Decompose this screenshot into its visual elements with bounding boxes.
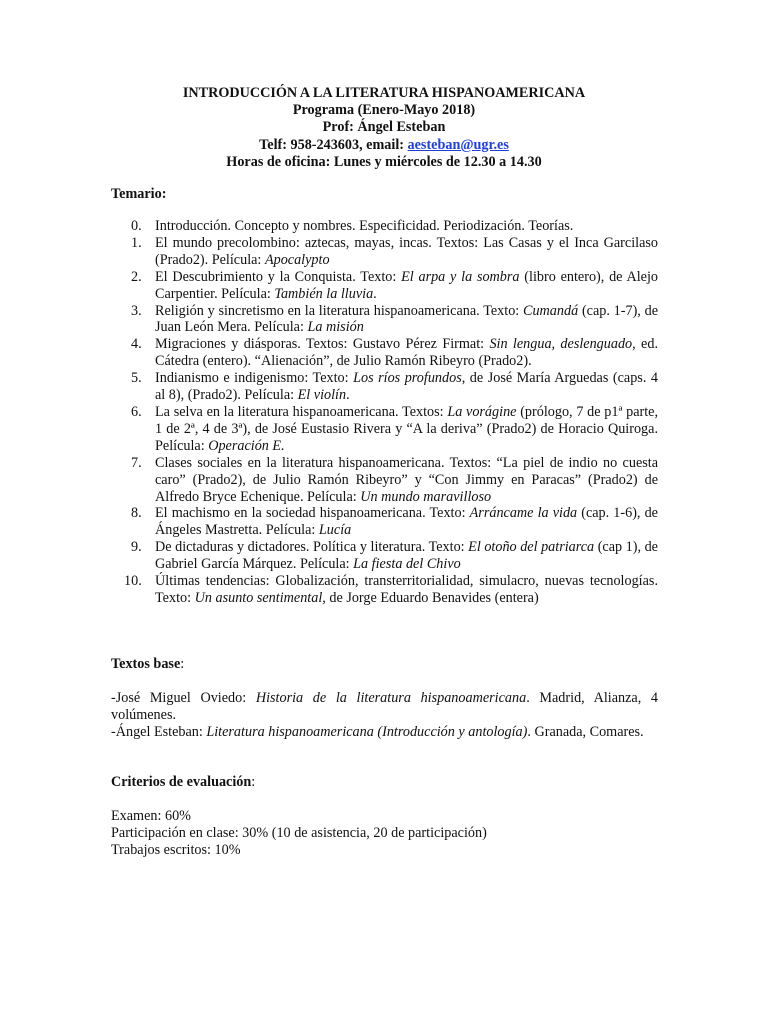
text-run: -Ángel Esteban: [111,724,207,740]
office-hours: Horas de oficina: Lunes y miércoles de 12.30 a 14.30 [226,153,542,170]
item-text [155,404,658,454]
program-dates: Programa (Enero-Mayo 2018) [292,102,476,119]
document-header [0,85,768,171]
item-number: 3. [131,302,142,319]
text-run: Últimas tendencias: Globalización, transterritorialidad, simulacro, nuevas tecnologías. Texto: [155,573,658,606]
text-run: , de José María Arguedas (caps. 4 al 8), (Prado2). Película: [155,370,658,404]
temario-item [111,269,658,303]
temario-item [111,505,658,539]
criterio-participacion: Participación en clase: 30% (10 de asistencia, 20 de participación) [111,825,487,841]
textos-base-entry [111,690,658,724]
italic-title: El violín [297,387,347,404]
italic-title: También la lluvia [274,285,374,302]
italic-title: La fiesta del Chivo [353,556,461,573]
italic-title: Historia de la literatura hispanoamericana [255,690,527,706]
italic-title: La misión [307,319,364,336]
italic-title: Un mundo maravilloso [360,488,492,505]
temario-list [111,218,658,607]
temario-item [111,235,658,269]
item-text [155,573,658,606]
phone-text: Telf: 958-243603, email: [259,136,408,153]
text-run: , ed. Cátedra (entero). “Alienación”, de Julio Ramón Ribeyro (Prado2). [155,336,658,370]
textos-base-heading [111,656,184,673]
textos-base-entry [111,724,658,741]
text-run: . Granada, Comares. [527,724,644,740]
italic-title: El otoño del patriarca [468,539,595,556]
text-run: -José Miguel Oviedo: [111,690,256,706]
textos-base-colon: : [180,656,185,672]
text-run: El machismo en la sociedad hispanoamericana. Texto: [155,505,470,522]
item-number: 10. [124,573,142,590]
text-run: Indianismo e indigenismo: Texto: [155,370,354,387]
professor-name: Prof: Ángel Esteban [322,119,446,136]
italic-title: Los ríos profundos [353,370,462,387]
italic-title: Cumandá [523,302,579,319]
item-text [155,539,658,572]
text-run: La selva en la literatura hispanoamericana. Textos: [155,403,448,420]
temario-item [111,336,658,370]
item-number: 8. [131,505,142,522]
item-text [155,303,658,336]
temario-item [111,455,658,506]
italic-title: Apocalypto [264,251,330,268]
item-number: 9. [131,539,142,556]
item-number: 6. [131,403,142,420]
item-text [155,505,658,538]
criterio-trabajos: Trabajos escritos: 10% [111,842,241,858]
italic-title: Operación E. [208,437,285,454]
criterios-heading [111,774,255,791]
italic-title: Un asunto sentimental [194,589,323,606]
italic-title: La vorágine [447,403,517,420]
contact-line [0,137,768,154]
item-number: 0. [131,218,142,234]
criterio-examen: Examen: 60% [111,808,191,824]
italic-title: Lucía [318,522,352,539]
text-run: Introducción. Concepto y nombres. Especificidad. Periodización. Teorías. [155,218,574,234]
text-run: Religión y sincretismo en la literatura hispanoamericana. Texto: [155,302,523,319]
text-run: El Descubrimiento y la Conquista. Texto: [155,268,402,285]
text-run: , de Jorge Eduardo Benavides (entera) [322,589,539,606]
item-number: 7. [131,454,142,471]
criterios-colon: : [251,774,256,790]
text-run: . Madrid, Alianza, 4 volúmenes. [111,690,658,723]
item-number: 5. [131,370,142,387]
text-run: (cap. 1-6), de Ángeles Mastretta. Película: [155,505,658,539]
item-text [155,269,658,302]
italic-title: El arpa y la sombra [401,268,520,285]
item-text [155,370,658,403]
item-text [155,336,658,369]
item-number: 2. [131,268,142,285]
item-number: 4. [131,336,142,353]
criterios-heading-text: Criterios de evaluación [111,774,252,790]
temario-item [111,404,658,455]
temario-heading: Temario: [111,186,167,202]
temario-item [111,573,658,607]
temario-item [111,218,658,235]
text-run: Migraciones y diásporas. Textos: Gustavo Pérez Firmat: [155,336,490,353]
temario-item [111,539,658,573]
italic-title: Sin lengua, deslenguado [489,336,633,353]
italic-title: Arráncame la vida [469,505,578,522]
italic-title: Literatura hispanoamericana (Introducción y antología) [206,724,528,740]
email-link[interactable]: aesteban@ugr.es [407,136,509,153]
text-run: (libro entero), de Alejo Carpentier. Película: [155,268,658,302]
course-title: INTRODUCCIÓN A LA LITERATURA HISPANOAMERICANA [182,85,586,101]
temario-item [111,370,658,404]
item-text [155,235,658,268]
text-run: (cap 1), de Gabriel García Márquez. Película: [155,539,658,573]
text-run: . [373,285,377,302]
text-run: (cap. 1-7), de Juan León Mera. Película: [155,302,658,336]
item-text [155,218,573,234]
text-run: De dictaduras y dictadores. Política y literatura. Texto: [155,539,469,556]
text-run: Clases sociales en la literatura hispanoamericana. Textos: “La piel de indio no cuesta caro” (Prado2), de Julio Ramón Ribeyro” y “Con Jimmy en Paracas” (Prado2) de Alfredo Bryce Echenique. Película: [155,454,658,505]
item-number: 1. [131,234,142,251]
textos-base-heading-text: Textos base [111,656,181,672]
temario-item [111,303,658,337]
item-text [155,455,658,505]
text-run: (prólogo, 7 de p1ª parte, 1 de 2ª, 4 de 3ª), de José Eustasio Rivera y “A la deriva” (Prado2) de Horacio Quiroga. Película: [155,403,658,454]
text-run: El mundo precolombino: aztecas, mayas, incas. Textos: Las Casas y el Inca Garcilaso (Prado2). Película: [155,234,658,268]
text-run: . [346,387,350,404]
